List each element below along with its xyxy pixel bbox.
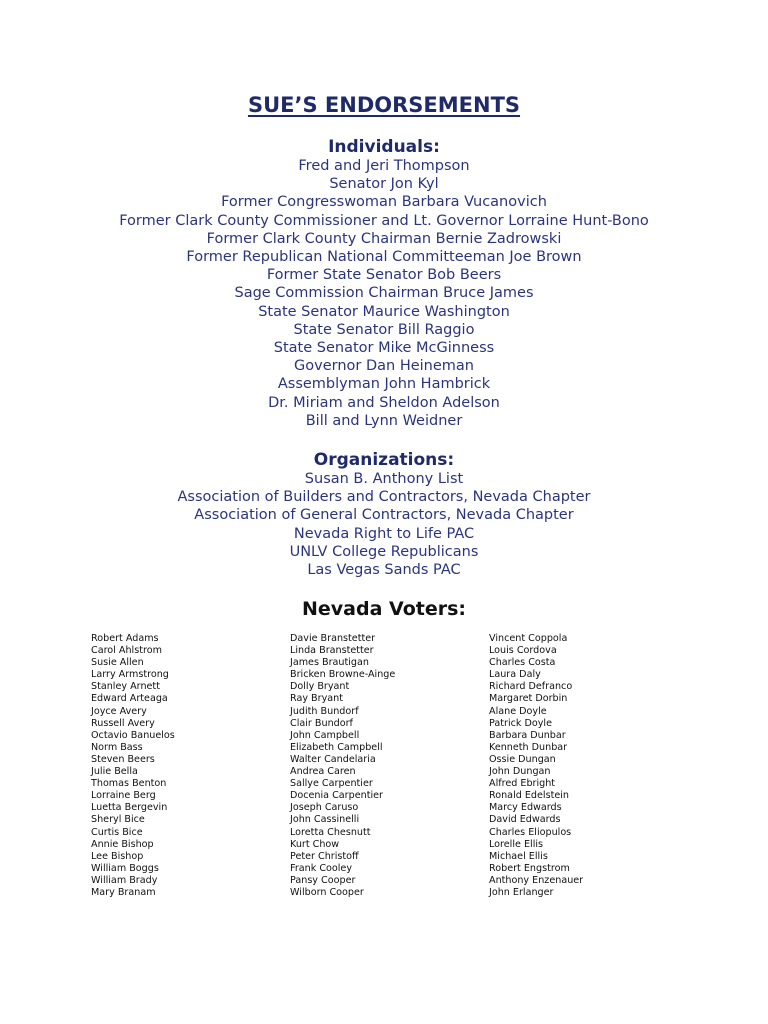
voter-name: Thomas Benton [91, 778, 167, 790]
voter-name: Ronald Edelstein [489, 790, 569, 802]
voter-name: Charles Eliopulos [489, 826, 572, 838]
voter-name: John Campbell [290, 729, 360, 741]
individual-endorser: Fred and Jeri Thompson [298, 158, 470, 174]
individual-endorser: Governor Dan Heineman [294, 358, 474, 375]
voter-name: Edward Arteaga [91, 693, 168, 705]
voter-name: Margaret Dorbin [489, 693, 568, 705]
voter-name: Ray Bryant [290, 693, 343, 705]
individual-endorser: Sage Commission Chairman Bruce James [234, 285, 534, 302]
individuals-list [0, 157, 768, 430]
voter-name: Susie Allen [91, 657, 144, 669]
page-title: SUE’S ENDORSEMENTS [247, 93, 521, 117]
voter-name: William Boggs [91, 862, 159, 874]
voter-name: Loretta Chesnutt [290, 826, 371, 838]
individual-endorser: State Senator Mike McGinness [273, 340, 495, 357]
voter-name: Alfred Ebright [489, 778, 556, 790]
voter-name: Larry Armstrong [91, 669, 169, 681]
voter-name: Stanley Arnett [91, 681, 160, 693]
organization-endorser: Las Vegas Sands PAC [307, 562, 461, 579]
voter-name: Marcy Edwards [489, 802, 562, 814]
individual-endorser: Dr. Miriam and Sheldon Adelson [268, 394, 500, 411]
voter-name: Dolly Bryant [290, 681, 350, 693]
organizations-list [0, 470, 768, 579]
voter-name: Michael Ellis [489, 850, 548, 862]
voter-name: Alane Doyle [489, 705, 547, 717]
voter-name: Pansy Cooper [290, 874, 356, 886]
voter-name: Curtis Bice [91, 826, 143, 838]
individual-endorser: Former Congresswoman Barbara Vucanovich [221, 194, 547, 211]
voters-column-1 [91, 633, 175, 899]
voter-name: Andrea Caren [290, 766, 356, 778]
voter-name: Carol Ahlstrom [91, 645, 162, 657]
voter-name: Lee Bishop [91, 850, 144, 862]
voter-name: John Dungan [489, 766, 551, 778]
voter-name: Steven Beers [91, 753, 155, 765]
voter-name: Lorelle Ellis [489, 838, 544, 850]
voter-name: Lorraine Berg [91, 790, 156, 802]
voter-name: Anthony Enzenauer [489, 874, 584, 886]
voter-name: Octavio Banuelos [91, 729, 175, 741]
individual-endorser: Former State Senator Bob Beers [266, 267, 502, 284]
voter-name: Bricken Browne-Ainge [290, 669, 396, 681]
voter-name: Sallye Carpentier [290, 778, 373, 790]
voter-name: Judith Bundorf [290, 705, 359, 717]
voter-name: Julie Bella [91, 766, 138, 778]
voter-name: Kurt Chow [290, 838, 340, 850]
voter-name: David Edwards [489, 814, 561, 826]
voter-name: Peter Christoff [290, 850, 359, 862]
organizations-heading: Organizations: [313, 450, 455, 470]
individual-endorser: Senator Jon Kyl [329, 176, 439, 193]
voter-name: Charles Costa [489, 657, 556, 669]
voter-name: Patrick Doyle [489, 717, 552, 729]
voter-name: Vincent Coppola [489, 633, 568, 644]
voter-name: Elizabeth Campbell [290, 741, 383, 753]
voter-name: Luetta Bergevin [91, 802, 168, 814]
organization-endorser: Nevada Right to Life PAC [293, 525, 475, 542]
organization-endorser: Susan B. Anthony List [304, 471, 464, 487]
voter-name: Russell Avery [91, 717, 155, 729]
voter-name: Joseph Caruso [290, 802, 359, 814]
voters-heading: Nevada Voters: [302, 598, 466, 620]
organization-endorser: UNLV College Republicans [289, 543, 479, 560]
individual-endorser: Assemblyman John Hambrick [277, 376, 491, 393]
voter-name: John Erlanger [489, 886, 554, 898]
individual-endorser: Former Clark County Commissioner and Lt. Governor Lorraine Hunt-Bono [119, 212, 649, 229]
voters-column-2 [290, 633, 395, 899]
voter-name: Barbara Dunbar [489, 729, 566, 741]
voter-name: John Cassinelli [290, 814, 360, 826]
voter-name: Walter Candelaria [290, 753, 376, 765]
voter-name: Joyce Avery [91, 705, 147, 717]
voters-column-3 [489, 633, 583, 899]
individual-endorser: Former Clark County Chairman Bernie Zadrowski [206, 230, 562, 247]
voter-name: Louis Cordova [489, 645, 557, 657]
voter-name: Davie Branstetter [290, 633, 376, 644]
voter-name: Richard Defranco [489, 681, 573, 693]
voter-name: Robert Adams [91, 633, 159, 644]
voter-name: Wilborn Cooper [290, 886, 364, 898]
voter-name: Linda Branstetter [290, 645, 374, 657]
voter-name: Mary Branam [91, 886, 156, 898]
voter-name: Laura Daly [489, 669, 541, 681]
individual-endorser: State Senator Maurice Washington [258, 303, 510, 320]
voter-name: Kenneth Dunbar [489, 741, 568, 753]
voter-name: Frank Cooley [290, 862, 353, 874]
voter-name: Annie Bishop [91, 838, 154, 850]
voter-name: Clair Bundorf [290, 717, 353, 729]
voter-name: Docenia Carpentier [290, 790, 383, 802]
individuals-heading: Individuals: [328, 137, 440, 157]
organization-endorser: Association of General Contractors, Nevada Chapter [194, 507, 574, 524]
organization-endorser: Association of Builders and Contractors, Nevada Chapter [177, 489, 591, 506]
voter-name: Sheryl Bice [91, 814, 145, 826]
voter-name: Norm Bass [91, 741, 143, 753]
voter-name: William Brady [91, 874, 158, 886]
voter-name: James Brautigan [290, 657, 369, 669]
individual-endorser: Bill and Lynn Weidner [305, 412, 463, 429]
individual-endorser: Former Republican National Committeeman Joe Brown [186, 249, 582, 266]
voter-name: Ossie Dungan [489, 753, 556, 765]
voter-name: Robert Engstrom [489, 862, 570, 874]
individual-endorser: State Senator Bill Raggio [293, 321, 475, 338]
